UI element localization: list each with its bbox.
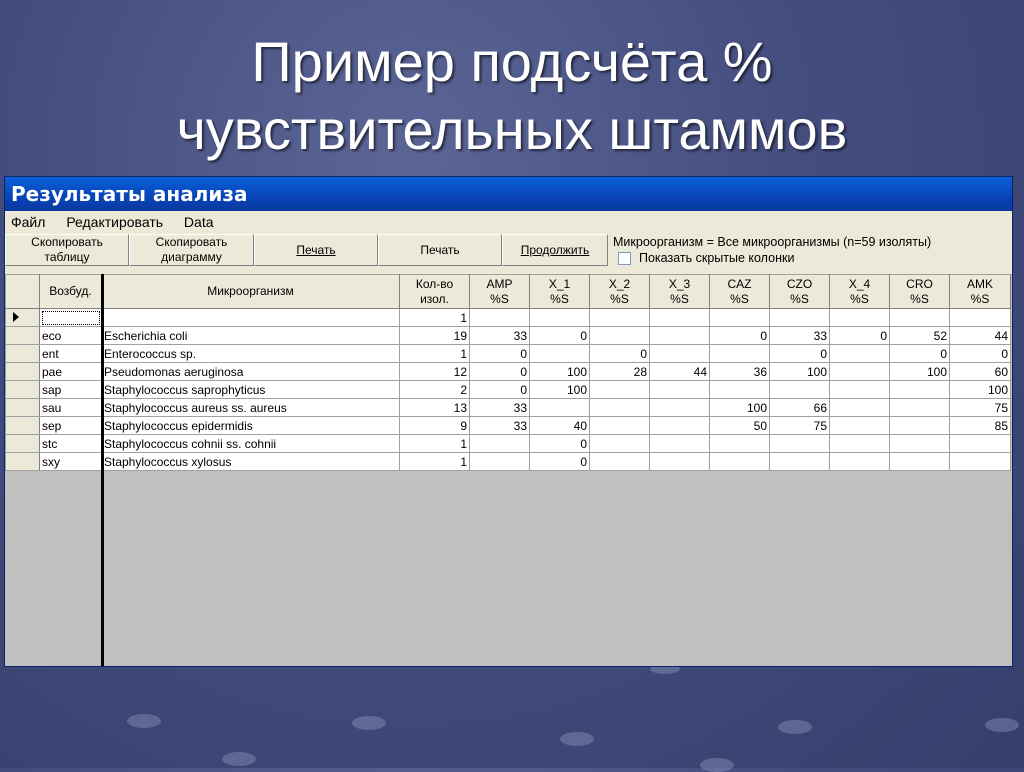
analysis-results-window bbox=[4, 176, 1013, 667]
value-cell[interactable]: 100 bbox=[950, 381, 1011, 399]
table-row[interactable] bbox=[6, 435, 1011, 453]
value-cell[interactable]: 33 bbox=[470, 399, 530, 417]
value-cell[interactable] bbox=[890, 453, 950, 471]
value-cell[interactable]: 0 bbox=[830, 327, 890, 345]
value-cell[interactable] bbox=[770, 309, 830, 327]
column-header[interactable]: X_3 %S bbox=[650, 275, 710, 309]
filter-info-text: Микроорганизм = Все микроорганизмы (n=59 изоляты) bbox=[613, 235, 932, 249]
table-row[interactable] bbox=[6, 309, 1011, 327]
value-cell[interactable] bbox=[470, 435, 530, 453]
row-selector[interactable] bbox=[6, 435, 40, 453]
value-cell[interactable]: 1 bbox=[400, 453, 470, 471]
microorganism-cell[interactable]: Staphylococcus xylosus bbox=[102, 453, 400, 471]
value-cell[interactable]: 12 bbox=[400, 363, 470, 381]
table-row[interactable] bbox=[6, 327, 1011, 345]
value-cell[interactable] bbox=[650, 309, 710, 327]
pathogen-code-cell[interactable]: sap bbox=[40, 381, 102, 399]
value-cell[interactable] bbox=[710, 453, 770, 471]
value-cell[interactable] bbox=[830, 435, 890, 453]
row-selector[interactable] bbox=[6, 309, 40, 327]
value-cell[interactable] bbox=[530, 399, 590, 417]
print-button[interactable]: Печать bbox=[254, 234, 378, 266]
value-cell[interactable] bbox=[830, 345, 890, 363]
value-cell[interactable]: 66 bbox=[770, 399, 830, 417]
row-selector[interactable] bbox=[6, 417, 40, 435]
show-hidden-columns-checkbox[interactable] bbox=[618, 252, 631, 265]
value-cell[interactable] bbox=[890, 417, 950, 435]
pathogen-code-cell[interactable]: ent bbox=[40, 345, 102, 363]
background-dot bbox=[352, 716, 386, 730]
value-cell[interactable]: 33 bbox=[770, 327, 830, 345]
column-header[interactable]: CZO %S bbox=[770, 275, 830, 309]
value-cell[interactable]: 1 bbox=[400, 309, 470, 327]
value-cell[interactable]: 0 bbox=[530, 327, 590, 345]
value-cell[interactable] bbox=[650, 345, 710, 363]
microorganism-cell[interactable]: Staphylococcus epidermidis bbox=[102, 417, 400, 435]
row-selector-header bbox=[6, 275, 40, 309]
show-hidden-columns-label[interactable]: Показать скрытые колонки bbox=[639, 251, 795, 265]
background-dot bbox=[700, 758, 734, 772]
table-row[interactable] bbox=[6, 363, 1011, 381]
value-cell[interactable] bbox=[590, 435, 650, 453]
value-cell[interactable] bbox=[830, 309, 890, 327]
table-row[interactable] bbox=[6, 453, 1011, 471]
slide-title bbox=[0, 28, 1024, 164]
results-table bbox=[5, 274, 1011, 471]
value-cell[interactable]: 40 bbox=[530, 417, 590, 435]
column-header[interactable]: Кол-во изол. bbox=[400, 275, 470, 309]
value-cell[interactable] bbox=[890, 399, 950, 417]
microorganism-cell[interactable]: Staphylococcus saprophyticus bbox=[102, 381, 400, 399]
value-cell[interactable]: 100 bbox=[530, 381, 590, 399]
table-row[interactable] bbox=[6, 417, 1011, 435]
table-row[interactable] bbox=[6, 399, 1011, 417]
value-cell[interactable] bbox=[770, 435, 830, 453]
value-cell[interactable]: 2 bbox=[400, 381, 470, 399]
row-selector[interactable] bbox=[6, 363, 40, 381]
column-header[interactable]: X_1 %S bbox=[530, 275, 590, 309]
menu-edit[interactable]: Редактировать bbox=[66, 214, 164, 230]
value-cell[interactable] bbox=[470, 309, 530, 327]
pathogen-code-cell[interactable]: pae bbox=[40, 363, 102, 381]
value-cell[interactable] bbox=[650, 435, 710, 453]
toolbar bbox=[5, 233, 1012, 269]
value-cell[interactable]: 75 bbox=[950, 399, 1011, 417]
menu-data[interactable]: Data bbox=[183, 214, 214, 230]
microorganism-cell[interactable]: Staphylococcus aureus ss. aureus bbox=[102, 399, 400, 417]
value-cell[interactable]: 0 bbox=[710, 327, 770, 345]
background-dot bbox=[778, 720, 812, 734]
value-cell[interactable] bbox=[770, 453, 830, 471]
window-titlebar[interactable]: Результаты анализа bbox=[5, 177, 1012, 211]
value-cell[interactable]: 19 bbox=[400, 327, 470, 345]
value-cell[interactable] bbox=[650, 399, 710, 417]
slide-title-line2: чувствительных штаммов bbox=[176, 98, 848, 161]
column-header[interactable]: X_2 %S bbox=[590, 275, 650, 309]
value-cell[interactable]: 33 bbox=[470, 327, 530, 345]
table-row[interactable] bbox=[6, 381, 1011, 399]
results-grid[interactable] bbox=[5, 274, 1012, 666]
current-row-arrow-icon bbox=[13, 312, 19, 322]
value-cell[interactable]: 28 bbox=[590, 363, 650, 381]
row-selector[interactable] bbox=[6, 345, 40, 363]
value-cell[interactable]: 100 bbox=[710, 399, 770, 417]
value-cell[interactable] bbox=[830, 453, 890, 471]
value-cell[interactable] bbox=[590, 381, 650, 399]
column-header[interactable]: AMK %S bbox=[950, 275, 1011, 309]
value-cell[interactable] bbox=[710, 435, 770, 453]
value-cell[interactable] bbox=[650, 381, 710, 399]
value-cell[interactable] bbox=[950, 309, 1011, 327]
value-cell[interactable] bbox=[890, 435, 950, 453]
pathogen-code-cell[interactable]: sep bbox=[40, 417, 102, 435]
copy-table-button[interactable]: Скопировать таблицу bbox=[5, 234, 129, 266]
value-cell[interactable]: 0 bbox=[530, 453, 590, 471]
value-cell[interactable]: 9 bbox=[400, 417, 470, 435]
value-cell[interactable]: 33 bbox=[470, 417, 530, 435]
value-cell[interactable] bbox=[710, 381, 770, 399]
microorganism-cell[interactable]: Escherichia coli bbox=[102, 327, 400, 345]
pathogen-code-cell[interactable]: sau bbox=[40, 399, 102, 417]
value-cell[interactable] bbox=[890, 309, 950, 327]
value-cell[interactable]: 0 bbox=[890, 345, 950, 363]
value-cell[interactable] bbox=[590, 417, 650, 435]
column-header[interactable]: Микроорганизм bbox=[102, 275, 400, 309]
value-cell[interactable]: 52 bbox=[890, 327, 950, 345]
microorganism-cell[interactable]: Pseudomonas aeruginosa bbox=[102, 363, 400, 381]
background-dot bbox=[222, 752, 256, 766]
value-cell[interactable]: 0 bbox=[530, 435, 590, 453]
continue-button[interactable]: Продолжить bbox=[502, 234, 608, 266]
pathogen-code-cell[interactable] bbox=[40, 309, 102, 327]
filter-info bbox=[613, 234, 931, 266]
value-cell[interactable] bbox=[650, 453, 710, 471]
row-selector[interactable] bbox=[6, 327, 40, 345]
value-cell[interactable] bbox=[770, 381, 830, 399]
print-button-2[interactable]: Печать bbox=[378, 234, 502, 266]
value-cell[interactable] bbox=[830, 381, 890, 399]
value-cell[interactable] bbox=[590, 327, 650, 345]
value-cell[interactable]: 1 bbox=[400, 345, 470, 363]
pathogen-code-cell[interactable]: stc bbox=[40, 435, 102, 453]
column-header[interactable]: CRO %S bbox=[890, 275, 950, 309]
value-cell[interactable]: 0 bbox=[470, 345, 530, 363]
background-dot bbox=[127, 714, 161, 728]
value-cell[interactable] bbox=[650, 327, 710, 345]
value-cell[interactable]: 100 bbox=[770, 363, 830, 381]
value-cell[interactable] bbox=[470, 453, 530, 471]
value-cell[interactable]: 100 bbox=[530, 363, 590, 381]
pathogen-code-cell[interactable]: eco bbox=[40, 327, 102, 345]
table-row[interactable] bbox=[6, 345, 1011, 363]
value-cell[interactable] bbox=[890, 381, 950, 399]
value-cell[interactable]: 100 bbox=[890, 363, 950, 381]
value-cell[interactable]: 75 bbox=[770, 417, 830, 435]
frozen-column-divider bbox=[101, 274, 104, 666]
value-cell[interactable] bbox=[590, 453, 650, 471]
value-cell[interactable] bbox=[590, 309, 650, 327]
value-cell[interactable] bbox=[830, 417, 890, 435]
value-cell[interactable]: 0 bbox=[950, 345, 1011, 363]
column-header[interactable]: Возбуд. bbox=[40, 275, 102, 309]
value-cell[interactable] bbox=[650, 417, 710, 435]
column-header[interactable]: X_4 %S bbox=[830, 275, 890, 309]
row-selector[interactable] bbox=[6, 399, 40, 417]
pathogen-code-cell[interactable]: sxy bbox=[40, 453, 102, 471]
value-cell[interactable] bbox=[530, 309, 590, 327]
microorganism-cell[interactable] bbox=[102, 309, 400, 327]
value-cell[interactable] bbox=[830, 363, 890, 381]
column-header[interactable]: AMP %S bbox=[470, 275, 530, 309]
menu-file[interactable]: Файл bbox=[11, 214, 46, 230]
value-cell[interactable]: 0 bbox=[470, 363, 530, 381]
copy-chart-button[interactable]: Скопировать диаграмму bbox=[129, 234, 254, 266]
value-cell[interactable]: 44 bbox=[950, 327, 1011, 345]
value-cell[interactable] bbox=[950, 453, 1011, 471]
value-cell[interactable] bbox=[950, 435, 1011, 453]
value-cell[interactable]: 0 bbox=[770, 345, 830, 363]
value-cell[interactable]: 1 bbox=[400, 435, 470, 453]
value-cell[interactable] bbox=[530, 345, 590, 363]
value-cell[interactable]: 13 bbox=[400, 399, 470, 417]
value-cell[interactable]: 44 bbox=[650, 363, 710, 381]
value-cell[interactable]: 85 bbox=[950, 417, 1011, 435]
value-cell[interactable] bbox=[710, 309, 770, 327]
value-cell[interactable]: 50 bbox=[710, 417, 770, 435]
value-cell[interactable]: 36 bbox=[710, 363, 770, 381]
value-cell[interactable] bbox=[590, 399, 650, 417]
microorganism-cell[interactable]: Staphylococcus cohnii ss. cohnii bbox=[102, 435, 400, 453]
value-cell[interactable] bbox=[830, 399, 890, 417]
menu-bar bbox=[5, 211, 1012, 233]
background-dot bbox=[560, 732, 594, 746]
table-header-row bbox=[6, 275, 1011, 309]
row-selector[interactable] bbox=[6, 381, 40, 399]
value-cell[interactable] bbox=[710, 345, 770, 363]
value-cell[interactable]: 60 bbox=[950, 363, 1011, 381]
column-header[interactable]: CAZ %S bbox=[710, 275, 770, 309]
value-cell[interactable]: 0 bbox=[470, 381, 530, 399]
background-dot bbox=[985, 718, 1019, 732]
microorganism-cell[interactable]: Enterococcus sp. bbox=[102, 345, 400, 363]
row-selector[interactable] bbox=[6, 453, 40, 471]
slide-title-line1: Пример подсчёта % bbox=[251, 30, 773, 93]
value-cell[interactable]: 0 bbox=[590, 345, 650, 363]
